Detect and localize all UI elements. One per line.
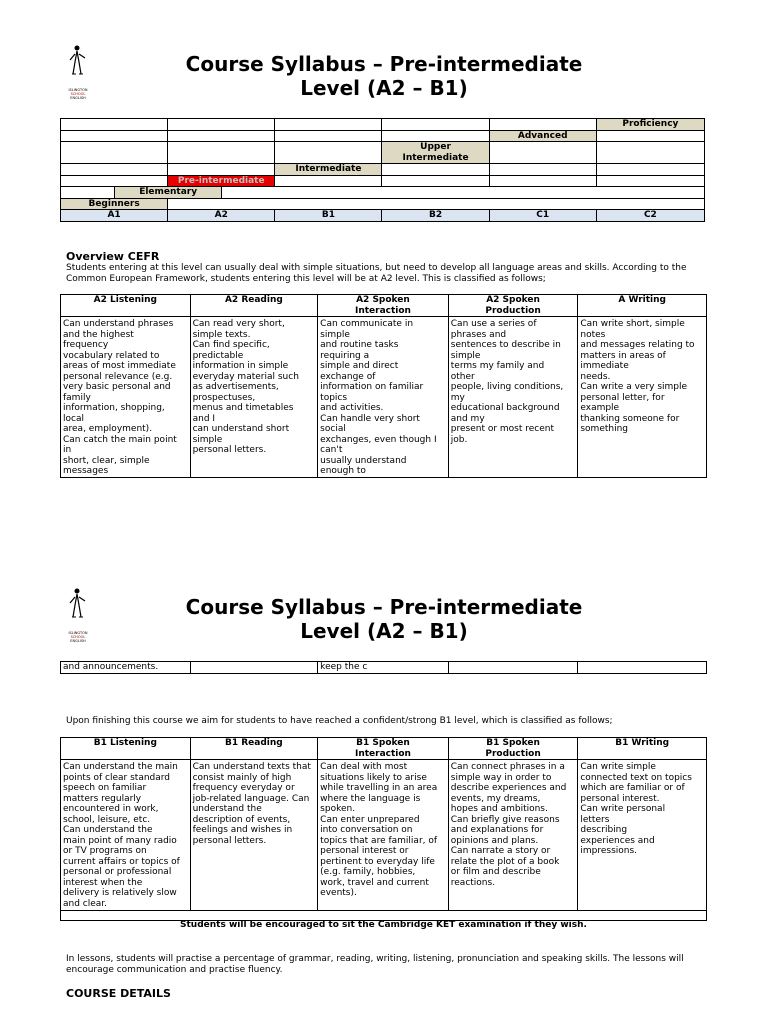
title-line-1: Course Syllabus – Pre-intermediate — [185, 595, 583, 619]
b1-footer-cell — [61, 911, 707, 921]
cefr-a1: A1 — [61, 210, 168, 222]
levels-row-beginners — [61, 198, 705, 210]
page-title-2 — [0, 595, 768, 643]
a2-content-row — [61, 317, 707, 478]
b1-intro-text: Upon finishing this course we aim for students to have reached a confident/strong B1 level, which is classified as follows; — [66, 716, 613, 726]
logo-text-3: ENGLISH — [70, 96, 86, 100]
level-upper-intermediate: Upper Intermediate — [382, 142, 489, 164]
b1-header-listening: B1 Listening — [61, 738, 191, 760]
continued-cell — [578, 662, 707, 674]
overview-text: Students entering at this level can usually deal with simple situations, but need to develop all language areas and skills. According to the Common European Framework, students entering this level will be at A2 level. This is classified as follows; — [66, 263, 687, 284]
cefr-b2: B2 — [382, 210, 489, 222]
a2-writing-text: Can write short, simple notes and messages relating to matters in areas of immediate needs. Can write a very simple personal letter, for example thanking someone for something — [578, 317, 707, 478]
cefr-c1: C1 — [489, 210, 596, 222]
cefr-a2: A2 — [168, 210, 275, 222]
logo-text-2: SCHOOL — [70, 92, 86, 96]
continued-cell — [448, 662, 578, 674]
levels-row-advanced — [61, 130, 705, 142]
levels-row-pre-intermediate — [61, 175, 705, 187]
ket-exam-note: Students will be encouraged to sit the Cambridge KET examination if they wish. — [180, 920, 587, 930]
level-pre-intermediate: Pre-intermediate — [168, 175, 275, 187]
a2-reading-text: Can read very short, simple texts. Can find specific, predictable information in simple everyday material such as advertisements, prospectuses, menus and timetables and I can understand short simple personal letters. — [190, 317, 318, 478]
levels-row-intermediate — [61, 164, 705, 176]
continued-cell — [190, 662, 318, 674]
a2-header-listening: A2 Listening — [61, 295, 191, 317]
a2-spoken-production-text: Can use a series of phrases and sentences to describe in simple terms my family and other people, living conditions, my educational background and my present or most recent job. — [448, 317, 578, 478]
logo-text-1: ISLINGTON — [68, 88, 88, 92]
a2-header-writing: A Writing — [578, 295, 707, 317]
logo-text-2: SCHOOL — [70, 635, 86, 639]
levels-row-elementary — [61, 187, 705, 199]
b1-header-writing: B1 Writing — [578, 738, 707, 760]
b1-spoken-interaction-text: Can deal with most situations likely to arise while travelling in an area where the language is spoken. Can enter unprepared into conversation on topics that are familiar, of personal interest or pertinent to everyday life (e.g. family, hobbies, work, travel and current events). — [318, 760, 449, 911]
level-elementary: Elementary — [115, 187, 222, 199]
b1-header-spoken-production: B1 Spoken Production — [448, 738, 578, 760]
cefr-codes-row — [61, 210, 705, 222]
page-title — [0, 52, 768, 100]
b1-writing-text: Can write simple connected text on topics which are familiar or of personal interest. Can write personal letters describing experiences and impressions. — [578, 760, 707, 911]
title-line-2: Level (A2 – B1) — [300, 619, 468, 643]
a2-header-spoken-production: A2 Spoken Production — [448, 295, 578, 317]
levels-row-proficiency — [61, 119, 705, 131]
a2-spoken-interaction-text: Can communicate in simple and routine tasks requiring a simple and direct exchange of information on familiar topics and activities. Can handle very short social exchanges, even though I can't usually understand enough to — [318, 317, 449, 478]
b1-listening-text: Can understand the main points of clear standard speech on familiar matters regularly encountered in work, school, leisure, etc. Can understand the main point of many radio or TV programs on current affairs or topics of personal or professional interest when the delivery is relatively slow and clear. — [61, 760, 191, 911]
continued-row — [61, 662, 707, 674]
a2-header-spoken-interaction: A2 Spoken Interaction — [318, 295, 449, 317]
a2-listening-text: Can understand phrases and the highest frequency vocabulary related to areas of most immediate personal relevance (e.g. very basic personal and family information, shopping, local area, employment). Can catch the main point in short, clear, simple messages — [61, 317, 191, 478]
b1-footer-row — [61, 911, 707, 921]
level-intermediate: Intermediate — [275, 164, 382, 176]
b1-skills-table — [60, 737, 707, 921]
level-advanced: Advanced — [489, 130, 596, 142]
cefr-c2: C2 — [596, 210, 704, 222]
a2-header-row — [61, 295, 707, 317]
cefr-b1: B1 — [275, 210, 382, 222]
title-line-2: Level (A2 – B1) — [300, 76, 468, 100]
logo-text-1: ISLINGTON — [68, 631, 88, 635]
levels-grid — [60, 118, 705, 222]
level-proficiency: Proficiency — [596, 119, 704, 131]
a2-header-reading: A2 Reading — [190, 295, 318, 317]
b1-header-row — [61, 738, 707, 760]
b1-content-row — [61, 760, 707, 911]
overview-heading: Overview CEFR — [66, 250, 160, 263]
lessons-text: In lessons, students will practise a percentage of grammar, reading, writing, listening, pronunciation and speaking skills. The lessons will encourage communication and practise fluency. — [66, 954, 684, 975]
b1-header-spoken-interaction: B1 Spoken Interaction — [318, 738, 449, 760]
title-line-1: Course Syllabus – Pre-intermediate — [185, 52, 583, 76]
a2-skills-table — [60, 294, 707, 478]
level-beginners: Beginners — [61, 198, 168, 210]
continued-cell: and announcements. — [61, 662, 191, 674]
continued-cell: keep the c — [318, 662, 449, 674]
b1-reading-text: Can understand texts that consist mainly of high frequency everyday or job-related language. Can understand the description of events, feelings and wishes in personal letters. — [190, 760, 318, 911]
b1-header-reading: B1 Reading — [190, 738, 318, 760]
a2-table-continued — [60, 661, 707, 674]
course-details-heading: COURSE DETAILS — [66, 987, 171, 1000]
levels-row-upper — [61, 142, 705, 164]
logo-text-3: ENGLISH — [70, 639, 86, 643]
b1-spoken-production-text: Can connect phrases in a simple way in order to describe experiences and events, my dreams, hopes and ambitions. Can briefly give reasons and explanations for opinions and plans. Can narrate a story or relate the plot of a book or film and describe reactions. — [448, 760, 578, 911]
